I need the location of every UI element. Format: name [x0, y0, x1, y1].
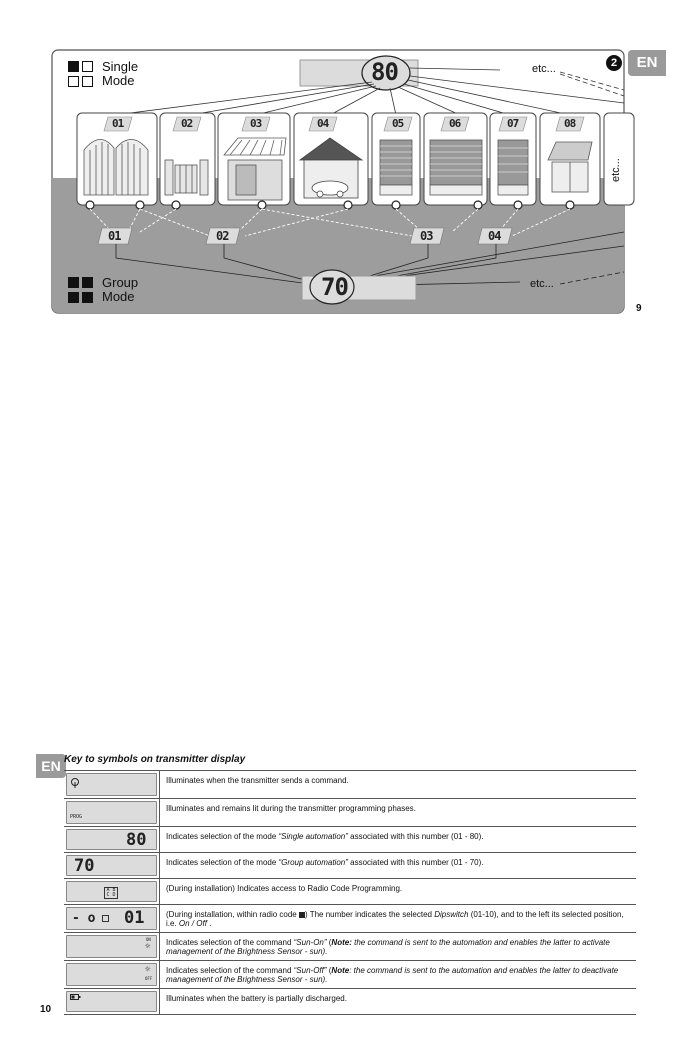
single-automation-symbol: 80 — [126, 830, 147, 850]
symbol-cell — [64, 961, 160, 988]
table-row — [64, 933, 636, 961]
channel-02: 02 — [181, 117, 193, 130]
modes-figure — [0, 0, 690, 330]
symbol-cell — [64, 905, 160, 932]
language-tab-top: EN — [628, 50, 666, 76]
channel-05: 05 — [392, 117, 404, 130]
radio-code-box-icon — [102, 915, 109, 922]
table-row — [64, 827, 636, 853]
language-tab-bottom: EN — [36, 754, 66, 778]
channel-03: 03 — [250, 117, 262, 130]
group-channel-03: 03 — [420, 229, 433, 243]
etc-top: etc... — [532, 63, 556, 75]
key-description: (During installation, within radio code ) The number indicates the selected Dipswitch (01-10), and to the left its selected position, i.e. On / Off . — [166, 910, 624, 928]
dipswitch-position-icon: - o — [72, 911, 96, 926]
table-row — [64, 799, 636, 827]
table-row — [64, 879, 636, 905]
symbol-cell — [64, 933, 160, 960]
single-mode-text: Single Mode — [102, 59, 139, 88]
table-row — [64, 770, 636, 799]
symbol-cell — [64, 989, 160, 1014]
top-display-value: 80 — [371, 58, 398, 86]
etc-side: etc... — [610, 158, 622, 182]
etc-bottom: etc... — [530, 278, 554, 290]
key-description: Indicates selection of the command “Sun-Off” (Note: the command is sent to the automation and enables the latter to deactivate management of the Brightness Sensor - sun). — [166, 966, 619, 984]
group-mode-label — [68, 275, 139, 306]
radio-code-symbol: A B C D — [104, 887, 118, 899]
symbol-cell — [64, 799, 160, 826]
key-description: Indicates selection of the mode “Group automation” associated with this number (01 - 70). — [166, 858, 484, 867]
key-description: Indicates selection of the mode “Single automation” associated with this number (01 - 80). — [166, 832, 484, 841]
channel-04: 04 — [317, 117, 329, 130]
symbol-cell — [64, 853, 160, 878]
antenna-icon — [70, 777, 80, 789]
key-description: Illuminates when the transmitter sends a command. — [166, 776, 349, 785]
dipswitch-number-symbol: 01 — [124, 908, 145, 928]
single-mode-label — [68, 59, 139, 90]
key-description: Indicates selection of the command “Sun-On” (Note: the command is sent to the automation and enables the latter to activate management of the Brightness Sensor - sun). — [166, 938, 610, 956]
symbol-cell — [64, 771, 160, 798]
symbol-cell — [64, 879, 160, 904]
key-title: Key to symbols on transmitter display — [64, 754, 246, 765]
sun-icon: ☼ — [145, 942, 151, 952]
table-row — [64, 905, 636, 933]
group-channel-04: 04 — [488, 229, 501, 243]
figure-number: 2 — [606, 55, 622, 71]
sun-icon: ☼ — [145, 965, 151, 975]
channel-01: 01 — [112, 117, 124, 130]
group-automation-symbol: 70 — [74, 856, 95, 876]
table-row — [64, 961, 636, 989]
symbol-cell — [64, 827, 160, 852]
group-channel-02: 02 — [216, 229, 229, 243]
bottom-display-value: 70 — [321, 273, 348, 301]
prog-symbol: PROG — [70, 814, 83, 820]
group-mode-text: Group Mode — [102, 275, 139, 304]
battery-icon — [70, 994, 81, 1000]
symbol-key-table — [64, 770, 636, 1015]
key-description: Illuminates and remains lit during the transmitter programming phases. — [166, 804, 416, 813]
table-row — [64, 853, 636, 879]
channel-06: 06 — [449, 117, 461, 130]
channel-08: 08 — [564, 117, 576, 130]
group-channel-01: 01 — [108, 229, 121, 243]
table-row — [64, 989, 636, 1015]
key-description: (During installation) Indicates access to Radio Code Programming. — [166, 884, 403, 893]
page-number-top: 9 — [636, 303, 642, 314]
sun-on-label: ON — [146, 937, 151, 942]
channel-07: 07 — [507, 117, 519, 130]
sun-off-label: OFF — [145, 976, 153, 981]
page-number-bottom: 10 — [40, 1004, 52, 1015]
key-description: Illuminates when the battery is partially discharged. — [166, 994, 347, 1003]
